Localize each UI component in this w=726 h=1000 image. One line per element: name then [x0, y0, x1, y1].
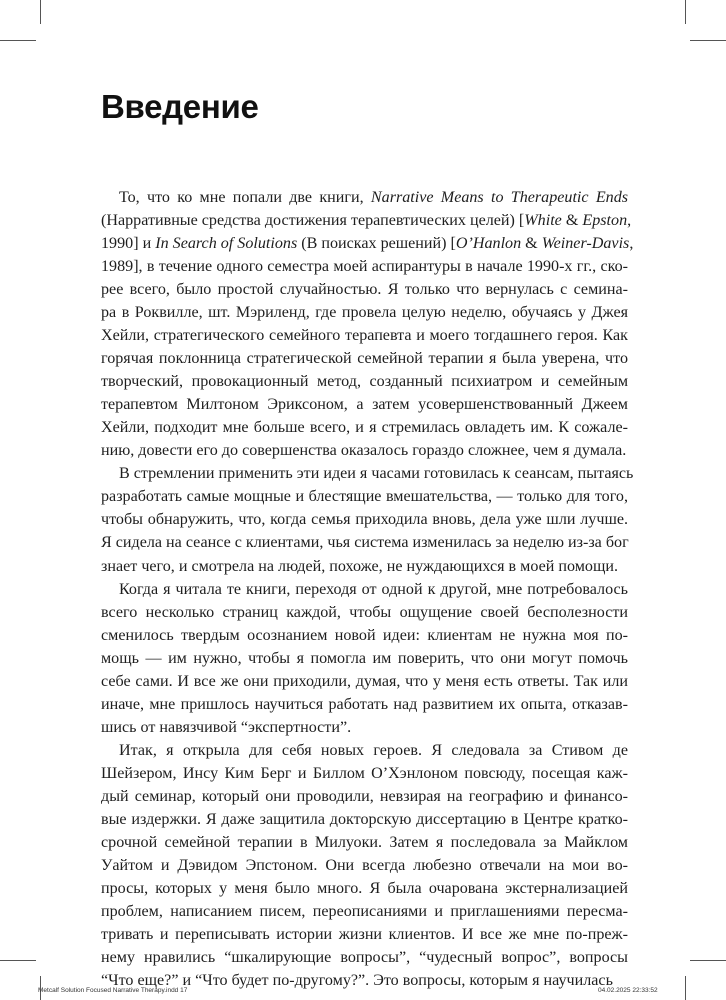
- italic-citation: Narrative Means to Therapeutic Ends: [370, 189, 629, 206]
- text-segment: ,: [627, 212, 632, 230]
- text-segment: чтобы обнаружить, что, когда семья приходила вновь, дела уже шли лучше.: [101, 511, 628, 529]
- text-segment: просы, которых у меня было много. Я была очарована экстернализацией: [101, 879, 628, 897]
- text-segment: шись от навязчивой “экспертности”.: [101, 718, 352, 736]
- text-segment: “Что еще?” и “Что будет по-другому?”. Это вопросы, которым я научилась: [101, 972, 613, 990]
- paragraph: [101, 462, 634, 577]
- italic-citation: O’Hanlon: [455, 235, 522, 253]
- text-segment: Хейли, стратегического семейного терапевта и моего тогдашнего героя. Как: [101, 327, 628, 345]
- text-line: [101, 923, 628, 946]
- italic-citation: In Search of Solutions: [155, 235, 298, 253]
- crop-mark: [685, 0, 686, 24]
- text-segment: разработать самые мощные и блестящие вмешательства, — только для того,: [101, 488, 628, 506]
- paragraph: [101, 739, 628, 992]
- text-line: [101, 808, 628, 831]
- text-segment: себе сами. И все же они приходили, думая, что у меня есть ответы. Так или: [101, 672, 628, 690]
- text-segment: дый семинар, который они проводили, невзирая на географию и финансо-: [101, 787, 628, 805]
- text-line: [101, 877, 628, 900]
- text-segment: В стремлении применить эти идеи я часами готовилась к сеансам, пытаясь: [119, 465, 634, 483]
- italic-citation: Weiner-Davis: [541, 235, 630, 253]
- text-line: [101, 209, 632, 232]
- text-line: [101, 854, 628, 877]
- crop-mark: [690, 40, 726, 41]
- text-segment: (В поисках решений) [: [297, 235, 456, 253]
- text-line: [101, 370, 628, 393]
- italic-citation: Epston: [582, 212, 628, 230]
- text-line: [101, 255, 628, 278]
- text-segment: рее всего, было простой случайностью. Я только что вернулась с семина-: [101, 281, 628, 299]
- text-line: [101, 624, 628, 647]
- text-segment: нему нравились “шкалирующие вопросы”, “чудесный вопрос”, вопросы: [101, 949, 628, 967]
- text-segment: терапевтом Милтоном Эриксоном, а затем усовершенствованный Джеем: [101, 396, 628, 414]
- text-line: [101, 439, 628, 462]
- text-line: [101, 831, 628, 854]
- text-segment: творческий, провокационный метод, созданный психиатром и семейным: [101, 373, 628, 391]
- chapter-title: Введение: [101, 88, 259, 125]
- text-line: [101, 578, 628, 601]
- footer-file-info: Metcalf Solution Focused Narrative Therapy.indd 17: [38, 987, 188, 994]
- text-line: [101, 555, 628, 578]
- text-line: [101, 716, 628, 739]
- text-line: [101, 739, 628, 762]
- text-segment: Когда я читала те книги, переходя от одной к другой, мне потребовалось: [119, 580, 628, 598]
- text-line: [101, 900, 628, 923]
- text-segment: сменилось твердым осознанием новой идеи: клиентам не нужна моя по-: [101, 626, 628, 644]
- crop-mark: [0, 40, 36, 41]
- text-segment: мощь — им нужно, чтобы я помогла им поверить, что они могут помочь: [101, 649, 628, 667]
- text-segment: ра в Роквилле, шт. Мэриленд, где провела целую неделю, обучаясь у Джея: [101, 304, 628, 322]
- text-segment: Хейли, подходит мне больше всего, и я стремилась овладеть им. К сожале-: [101, 419, 628, 437]
- text-line: [101, 946, 628, 969]
- text-segment: иначе, мне пришлось научиться работать над развитием их опыта, отказав-: [101, 695, 628, 713]
- text-segment: всего несколько страниц каждой, чтобы ощущение своей бесполезности: [101, 603, 628, 621]
- text-line: [101, 785, 628, 808]
- text-segment: вые издержки. Я даже защитила докторскую диссертацию в Центре кратко-: [101, 810, 628, 828]
- text-line: [101, 508, 628, 531]
- crop-mark: [685, 976, 686, 1000]
- text-line: [101, 324, 628, 347]
- text-segment: Шейзером, Инсу Ким Берг и Биллом О’Хэнлоном повсюду, посещая каж-: [101, 764, 628, 782]
- text-line: [101, 693, 628, 716]
- text-segment: (Нарративные средства достижения терапевтических целей) [: [101, 212, 525, 230]
- crop-mark: [0, 960, 36, 961]
- text-line: [101, 278, 628, 301]
- text-line: [101, 762, 628, 785]
- text-segment: 1989], в течение одного семестра моей аспирантуры в начале 1990-х гг., ско-: [101, 258, 628, 276]
- text-line: [101, 232, 634, 255]
- text-segment: Итак, я открыла для себя новых героев. Я следовала за Стивом де: [119, 741, 628, 759]
- text-segment: &: [521, 235, 542, 253]
- text-line: [101, 670, 628, 693]
- text-line: [101, 462, 634, 485]
- text-line: [101, 416, 628, 439]
- paragraph: [101, 578, 628, 739]
- text-line: [101, 393, 628, 416]
- crop-mark: [690, 960, 726, 961]
- text-line: [101, 531, 628, 554]
- text-line: [101, 186, 628, 209]
- text-segment: 1990] и: [101, 235, 156, 253]
- text-segment: тривать и переписывать истории жизни клиентов. И все же мне по-преж-: [101, 926, 628, 943]
- text-segment: Уайтом и Дэвидом Эпстоном. Они всегда любезно отвечали на мои во-: [101, 856, 628, 874]
- text-segment: То, что ко мне попали две книги,: [119, 189, 371, 206]
- text-segment: знает чего, и смотрела на людей, похоже, не нуждающихся в моей помощи.: [101, 557, 619, 575]
- text-segment: Я сидела на сеансе с клиентами, чья система изменилась за неделю из-за бог: [101, 534, 629, 552]
- text-line: [101, 301, 628, 324]
- text-line: [101, 347, 628, 370]
- text-line: [101, 485, 628, 508]
- paragraph: [101, 186, 634, 462]
- footer-timestamp: 04.02.2025 22:33:52: [598, 987, 658, 994]
- text-segment: &: [561, 212, 583, 230]
- body-text: [101, 186, 634, 992]
- text-line: [101, 647, 628, 670]
- italic-citation: White: [524, 212, 562, 230]
- text-segment: нию, довести его до совершенства оказалось гораздо сложнее, чем я думала.: [101, 442, 627, 460]
- text-line: [101, 601, 628, 624]
- crop-mark: [40, 0, 41, 24]
- text-segment: проблем, написанием писем, переописаниями и приглашениями пересма-: [101, 902, 628, 920]
- text-segment: срочной семейной терапии в Милуоки. Затем я последовала за Майклом: [101, 833, 628, 851]
- text-segment: горячая поклонница стратегической семейной терапии я была уверена, что: [101, 350, 628, 368]
- text-segment: ,: [629, 235, 634, 253]
